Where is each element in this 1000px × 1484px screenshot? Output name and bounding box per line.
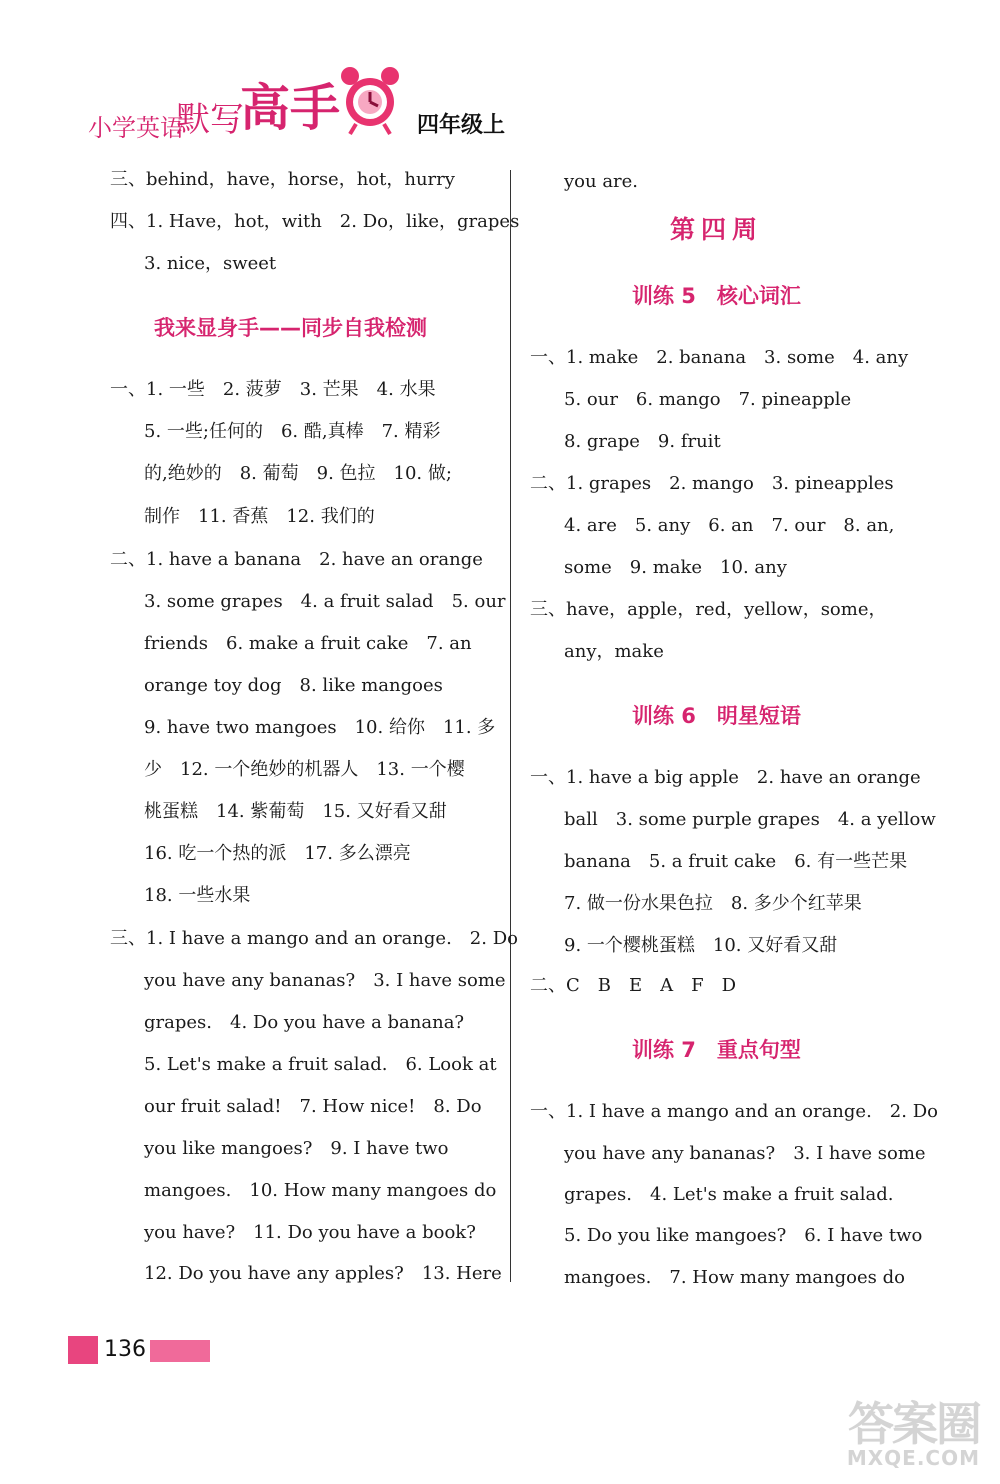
answer-line: 16. 吃一个热的派 17. 多么漂亮 xyxy=(144,843,411,864)
section-title: 训练 7 重点句型 xyxy=(632,1038,801,1062)
column-divider xyxy=(510,170,511,1282)
answer-line: mangoes. 7. How many mangoes do xyxy=(564,1267,905,1288)
answer-line: 二、1. grapes 2. mango 3. pineapples xyxy=(530,473,894,494)
answer-line: 3. nice，sweet xyxy=(144,253,277,274)
answer-line: you have? 11. Do you have a book? xyxy=(144,1222,476,1243)
answer-line: 三、have，apple，red，yellow，some， xyxy=(530,599,887,620)
answer-line: grapes. 4. Let's make a fruit salad. xyxy=(564,1184,894,1205)
answer-line: you are. xyxy=(564,171,639,192)
watermark-top-text: 答案圈 xyxy=(848,1397,980,1451)
answer-line: 一、1. make 2. banana 3. some 4. any xyxy=(530,347,909,368)
answer-line: grapes. 4. Do you have a banana? xyxy=(144,1012,465,1033)
brand-huge-text: 高手 xyxy=(240,79,340,137)
answer-line: you like mangoes? 9. I have two xyxy=(144,1138,449,1159)
answer-line: 三、1. I have a mango and an orange. 2. Do xyxy=(110,928,518,949)
answer-line: 一、1. have a big apple 2. have an orange xyxy=(530,767,921,788)
answer-line: 3. some grapes 4. a fruit salad 5. our xyxy=(144,591,506,612)
answer-line: ball 3. some purple grapes 4. a yellow xyxy=(564,809,936,830)
answer-line: 4. are 5. any 6. an 7. our 8. an, xyxy=(564,515,895,536)
answer-line: you have any bananas? 3. I have some xyxy=(144,970,506,991)
watermark-url-text: MXQE.COM xyxy=(846,1446,980,1470)
answer-line: 5. Let's make a fruit salad. 6. Look at xyxy=(144,1054,497,1075)
answer-line: orange toy dog 8. like mangoes xyxy=(144,675,443,696)
answer-line: 8. grape 9. fruit xyxy=(564,431,721,452)
brand-big-text: 默写 xyxy=(176,100,244,140)
answer-line: 四、1. Have，hot，with 2. Do，like，grapes xyxy=(110,211,520,232)
answer-line: mangoes. 10. How many mangoes do xyxy=(144,1180,497,1201)
answer-line: 桃蛋糕 14. 紫葡萄 15. 又好看又甜 xyxy=(144,801,447,822)
brand-small-text: 小学英语 xyxy=(88,114,184,142)
answer-line: 18. 一些水果 xyxy=(144,885,251,906)
answer-line: 7. 做一份水果色拉 8. 多少个红苹果 xyxy=(564,893,862,914)
page-header xyxy=(0,0,1000,150)
page-marker-bar xyxy=(150,1340,210,1362)
answer-line: 一、1. I have a mango and an orange. 2. Do xyxy=(530,1101,938,1122)
answer-line: banana 5. a fruit cake 6. 有一些芒果 xyxy=(564,851,908,872)
answer-line: 5. 一些;任何的 6. 酷,真棒 7. 精彩 xyxy=(144,421,441,442)
answer-line: our fruit salad! 7. How nice! 8. Do xyxy=(144,1096,482,1117)
answer-line: 5. our 6. mango 7. pineapple xyxy=(564,389,852,410)
week-title: 第四周 xyxy=(670,215,764,244)
answer-line: 12. Do you have any apples? 13. Here xyxy=(144,1263,502,1284)
answer-line: 5. Do you like mangoes? 6. I have two xyxy=(564,1225,923,1246)
answer-line: 9. 一个樱桃蛋糕 10. 又好看又甜 xyxy=(564,935,838,956)
page-number: 136 xyxy=(104,1337,146,1362)
answer-line: some 9. make 10. any xyxy=(564,557,787,578)
answer-line: 二、1. have a banana 2. have an orange xyxy=(110,549,483,570)
answer-line: 一、1. 一些 2. 菠萝 3. 芒果 4. 水果 xyxy=(110,379,436,400)
section-title: 训练 6 明星短语 xyxy=(632,704,801,728)
grade-label: 四年级上 xyxy=(417,113,506,138)
alarm-clock-icon xyxy=(330,58,410,138)
answer-line: 的,绝妙的 8. 葡萄 9. 色拉 10. 做; xyxy=(144,463,452,484)
section-title: 训练 5 核心词汇 xyxy=(632,284,801,308)
answer-line: 9. have two mangoes 10. 给你 11. 多 xyxy=(144,717,496,738)
answer-line: friends 6. make a fruit cake 7. an xyxy=(144,633,472,654)
answer-line: 制作 11. 香蕉 12. 我们的 xyxy=(144,506,375,527)
answer-line: you have any bananas? 3. I have some xyxy=(564,1143,926,1164)
answer-line: 少 12. 一个绝妙的机器人 13. 一个樱 xyxy=(144,759,465,780)
section-title: 我来显身手——同步自我检测 xyxy=(154,316,427,340)
answer-line: 二、C B E A F D xyxy=(530,975,737,996)
answer-line: any，make xyxy=(564,641,664,662)
page-marker-block xyxy=(68,1336,98,1364)
watermark xyxy=(828,1388,988,1478)
answer-line: 三、behind，have，horse，hot，hurry xyxy=(110,169,455,190)
